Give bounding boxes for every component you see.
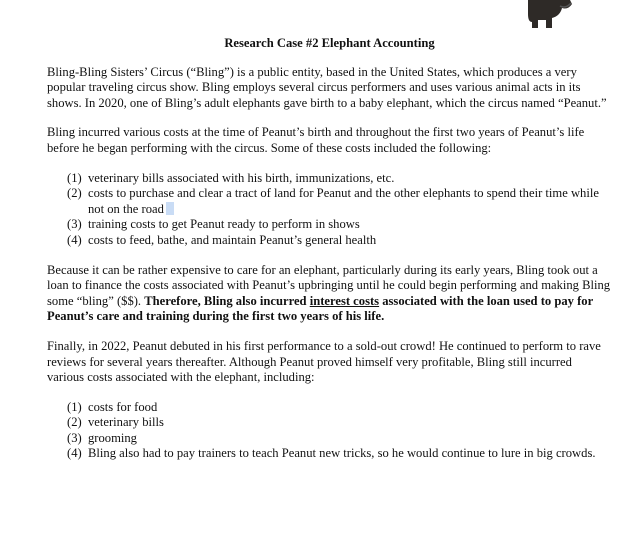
list-item <box>67 431 612 447</box>
list-number: (3) <box>67 217 82 232</box>
document-title: Research Case #2 Elephant Accounting <box>224 36 435 50</box>
paragraph-costs-intro: Bling incurred various costs at the time of Peanut’s birth and throughout the first two years of Peanut’s life before he began performing with the circus. Some of these costs included the following: <box>47 125 585 155</box>
list-item <box>67 400 612 416</box>
list-item <box>67 233 612 249</box>
list-item <box>67 415 612 431</box>
list-item-text: costs to feed, bathe, and maintain Peanut’s general health <box>88 232 377 247</box>
list-number: (1) <box>67 170 82 185</box>
paragraph-intro: Bling-Bling Sisters’ Circus (“Bling”) is a public entity, based in the United States, which produces a very popular traveling circus show. Bling employs several circus performers and uses various animal acts in its shows. In 2020, one of Bling’s adult elephants gave birth to a baby elephant, which the circus named “Peanut.” <box>47 64 607 110</box>
list-item-text: grooming <box>88 430 137 445</box>
list-item-text: costs to purchase and clear a tract of land for Peanut and the other elephants to spend their time while not on the road <box>88 186 599 216</box>
early-costs-list <box>47 171 612 249</box>
paragraph-debut: Finally, in 2022, Peanut debuted in his first performance to a sold-out crowd! He continued to perform to rave reviews for several years thereafter. Although Peanut proved himself very profitable, Bling still incurred various costs associated with the elephant, including: <box>47 338 601 385</box>
list-item-text: veterinary bills <box>88 415 164 430</box>
list-item-text: costs for food <box>88 399 158 414</box>
list-item <box>67 186 612 217</box>
loan-bold-a: Therefore, Bling also incurred <box>144 293 310 308</box>
list-item <box>67 217 612 233</box>
list-number: (4) <box>67 446 82 461</box>
list-number: (4) <box>67 232 82 247</box>
list-number: (2) <box>67 186 82 201</box>
list-item-text: training costs to get Peanut ready to perform in shows <box>88 217 360 232</box>
paragraph-loan <box>47 263 612 325</box>
interest-costs-term: interest costs <box>309 293 380 308</box>
list-number: (2) <box>67 415 82 430</box>
document-body <box>47 36 612 476</box>
loan-bold-b: associated with the loan used to pay for Peanut’s care and training during the first two years of his life. <box>47 293 593 324</box>
elephant-image <box>516 0 576 28</box>
text-cursor <box>166 202 174 215</box>
list-number: (3) <box>67 430 82 445</box>
list-item <box>67 446 612 462</box>
list-item-text: Bling also had to pay trainers to teach Peanut new tricks, so he would continue to lure in big crowds. <box>88 446 596 461</box>
list-number: (1) <box>67 399 82 414</box>
later-costs-list <box>47 400 612 462</box>
loan-text: Because it can be rather expensive to care for an elephant, particularly during its early years, Bling took out a loan to finance the costs associated with Peanut’s upbringing until he could begin performing and making Bling some “bling” ($$). <box>47 262 611 308</box>
list-item-text: veterinary bills associated with his birth, immunizations, etc. <box>88 170 395 185</box>
list-item <box>67 171 612 187</box>
